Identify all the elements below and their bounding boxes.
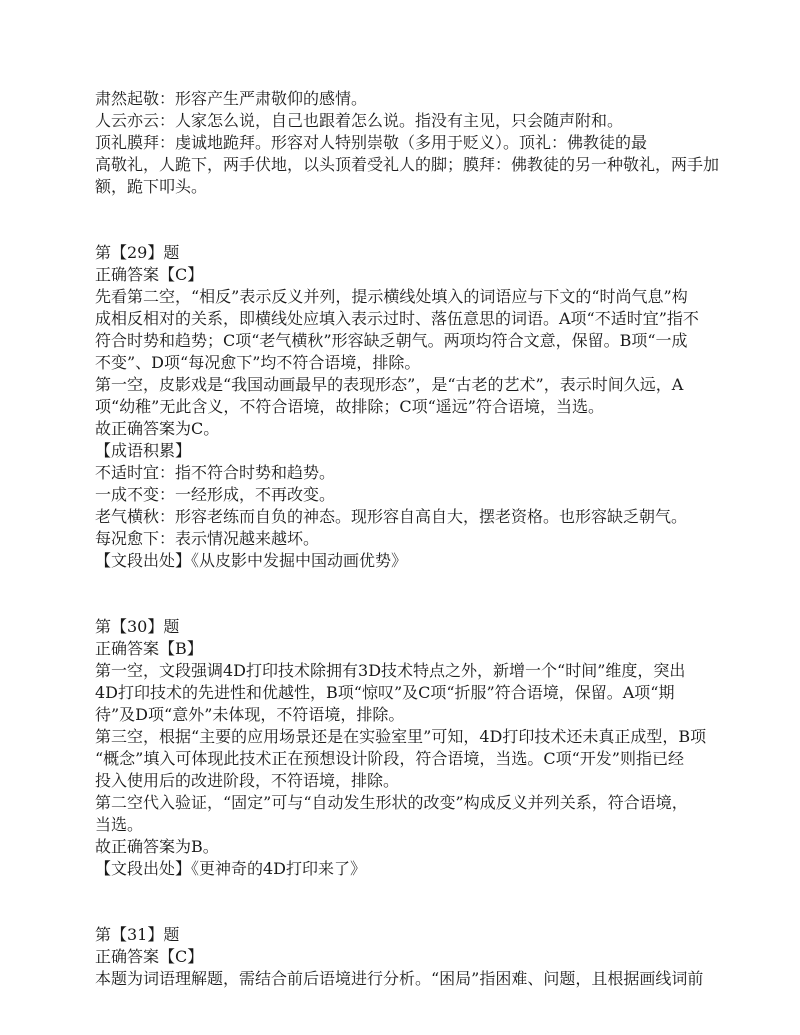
text-line: 顶礼膜拜：虔诚地跪拜。形容对人特别崇敬（多用于贬义）。顶礼：佛教徒的最: [95, 133, 648, 152]
text-line: 故正确答案为C。: [95, 419, 220, 438]
text-line: 当选。: [95, 815, 144, 834]
source-line: 【文段出处】《更神奇的4D打印来了》: [95, 859, 367, 878]
text-line: 符合时势和趋势；C项“老气横秋”形容缺乏朝气。两项均符合文意，保留。B项“一成: [95, 331, 688, 350]
text-line: 高敬礼，人跪下，两手伏地，以头顶着受礼人的脚；膜拜：佛教徒的另一种敬礼，两手加: [95, 155, 720, 174]
text-line: 第三空，根据“主要的应用场景还是在实验室里”可知，4D打印技术还未真正成型，B项: [95, 727, 707, 746]
correct-answer: 正确答案【C】: [95, 265, 204, 284]
text-line: 项“幼稚”无此含义，不符合语境，故排除；C项“遥远”符合语境，当选。: [95, 397, 604, 416]
question-31-section: [95, 924, 715, 990]
text-line: 肃然起敬：形容产生严肃敬仰的感情。: [95, 89, 368, 108]
text-line: 额，跪下叩头。: [95, 177, 208, 196]
question-title: 第【31】题: [95, 925, 180, 944]
text-line: 第一空，文段强调4D打印技术除拥有3D技术特点之外，新增一个“时间”维度，突出: [95, 661, 686, 680]
text-line: 第一空，皮影戏是“我国动画最早的表现形态”，是“古老的艺术”，表示时间久远，A: [95, 375, 684, 394]
question-29-section: [95, 242, 715, 572]
question-title: 第【29】题: [95, 243, 180, 262]
section-heading: 【成语积累】: [95, 441, 192, 460]
text-line: 人云亦云：人家怎么说，自己也跟着怎么说。指没有主见，只会随声附和。: [95, 111, 624, 130]
text-line: 老气横秋：形容老练而自负的神态。现形容自高自大，摆老资格。也形容缺乏朝气。: [95, 507, 688, 526]
text-line: 本题为词语理解题，需结合前后语境进行分析。“困局”指困难、问题，且根据画线词前: [95, 969, 704, 988]
text-line: 一成不变：一经形成，不再改变。: [95, 485, 336, 504]
correct-answer: 正确答案【B】: [95, 639, 203, 658]
text-line: 不适时宜：指不符合时势和趋势。: [95, 463, 336, 482]
text-line: 成相反相对的关系，即横线处应填入表示过时、落伍意思的词语。A项“不适时宜”指不: [95, 309, 699, 328]
text-line: 4D打印技术的先进性和优越性，B项“惊叹”及C项“折服”符合语境，保留。A项“期: [95, 683, 675, 702]
text-line: “概念”填入可体现此技术正在预想设计阶段，符合语境，当选。C项“开发”则指已经: [95, 749, 684, 768]
text-line: 第二空代入验证，“固定”可与“自动发生形状的改变”构成反义并列关系，符合语境，: [95, 793, 688, 812]
question-30-section: [95, 616, 715, 880]
correct-answer: 正确答案【C】: [95, 947, 204, 966]
text-line: 每况愈下：表示情况越来越坏。: [95, 529, 320, 548]
document-page: [95, 88, 720, 990]
text-line: 投入使用后的改进阶段，不符语境，排除。: [95, 771, 400, 790]
text-line: 待”及D项“意外”未体现，不符语境，排除。: [95, 705, 405, 724]
question-title: 第【30】题: [95, 617, 180, 636]
text-line: 故正确答案为B。: [95, 837, 219, 856]
source-line: 【文段出处】《从皮影中发掘中国动画优势》: [95, 551, 408, 570]
text-line: 先看第二空，“相反”表示反义并列，提示横线处填入的词语应与下文的“时尚气息”构: [95, 287, 688, 306]
text-line: 不变”、D项“每况愈下”均不符合语境，排除。: [95, 353, 421, 372]
intro-section: [95, 88, 720, 198]
